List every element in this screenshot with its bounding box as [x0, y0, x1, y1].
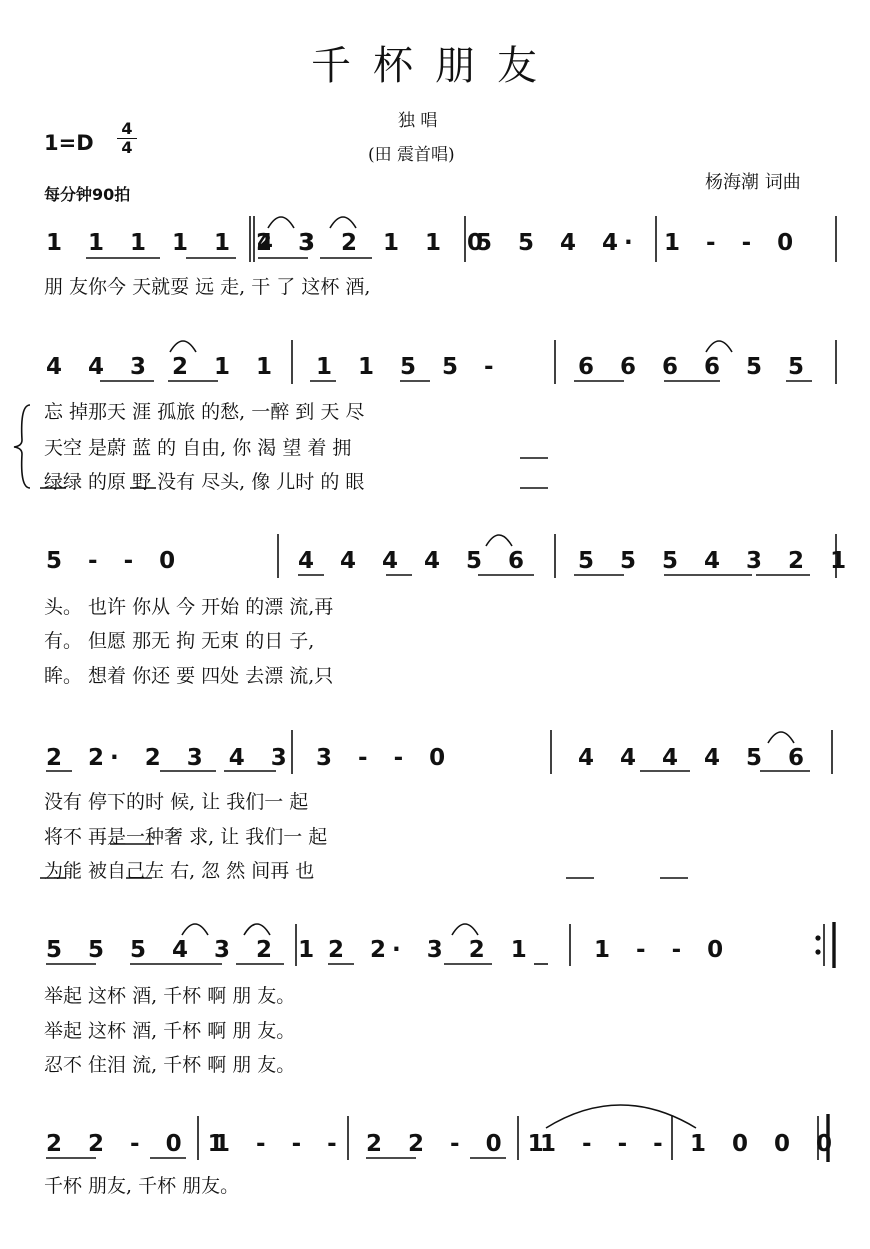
system-4-measure-2: 3 - - 0 [316, 745, 452, 771]
system-5-measure-3: 1 - - 0 [594, 937, 730, 963]
verse-brace [14, 405, 30, 488]
system-2-lyric-2: 天空 是蔚 蓝 的 自由, 你 渴 望 着 拥 [44, 437, 352, 459]
system-3-lyric-2: 有。 但愿 那无 拘 无束 的日 子, [44, 630, 315, 652]
system-6-measure-3: 2 2 - 0 1 [366, 1131, 550, 1157]
time-signature-bottom: 4 [121, 138, 133, 157]
system-3-lyric-3: 眸。 想着 你还 要 四处 去漂 流,只 [44, 665, 334, 687]
system-4-lyric-2: 将不 再是一种奢 求, 让 我们一 起 [44, 826, 328, 848]
slur [182, 924, 208, 935]
slur [706, 341, 732, 352]
system-5-lyric-3: 忍不 住泪 流, 千杯 啊 朋 友。 [44, 1054, 296, 1076]
slur [452, 924, 478, 935]
system-5-lyric-2: 举起 这杯 酒, 千杯 啊 朋 友。 [44, 1020, 296, 1042]
system-2-lyric-3: 绿绿 的原 野 没有 尽头, 像 儿时 的 眼 [44, 471, 365, 493]
system-2-measure-1: 4 4 3 2 1 1 [46, 354, 279, 380]
slur [268, 217, 294, 228]
system-3-measure-3: 5 5 5 4 3 2 1 [578, 548, 853, 574]
system-2-measure-2: 1 1 5 5 - [316, 354, 500, 380]
slur [244, 924, 270, 935]
system-4-measure-1: 2 2· 2 3 4 3 [46, 745, 293, 771]
repeat-dot [816, 950, 820, 954]
system-6-measure-2: 1 - - - [214, 1131, 343, 1157]
repeat-dot [816, 936, 820, 940]
system-1-measure-3: 5 5 4 4· [476, 230, 639, 256]
system-3-measure-2: 4 4 4 4 5 6 [298, 548, 531, 574]
system-2-measure-3: 6 6 6 6 5 5 [578, 354, 811, 380]
system-1-measure-2: 4 3 2 1 1 0 [257, 230, 490, 256]
song-title: 千杯朋友 [311, 43, 559, 89]
system-4-measure-3: 4 4 4 4 5 6 [578, 745, 811, 771]
system-5-measure-1: 5 5 5 4 3 2 1 [46, 937, 321, 963]
system-5-lyric-1: 举起 这杯 酒, 千杯 啊 朋 友。 [44, 985, 296, 1007]
system-6-lyric-1: 千杯 朋友, 千杯 朋友。 [44, 1175, 240, 1197]
system-6-measure-4: 1 - - - [540, 1131, 669, 1157]
system-3-measure-1: 5 - - 0 [46, 548, 182, 574]
key-signature: 1=D [44, 131, 94, 155]
singer-credit: (田 震首唱) [368, 145, 455, 165]
time-signature-top: 4 [121, 119, 133, 138]
tie [546, 1105, 696, 1128]
system-1-lyric-1: 朋 友你今 天就耍 远 走, 干 了 这杯 酒, [44, 276, 371, 298]
slur [768, 732, 794, 743]
system-5-measure-2: 2 2· 3 2 1 [328, 937, 533, 963]
performance-type: 独 唱 [398, 111, 438, 131]
system-3-lyric-1: 头。 也许 你从 今 开始 的漂 流,再 [44, 596, 334, 618]
tempo-marking: 每分钟90拍 [44, 185, 131, 204]
system-6-measure-5: 1 0 0 0 [690, 1131, 839, 1157]
system-4-lyric-1: 没有 停下的时 候, 让 我们一 起 [44, 791, 309, 813]
author-credit: 杨海潮 词曲 [705, 172, 801, 193]
system-2-lyric-1: 忘 掉那天 涯 孤旅 的愁, 一醉 到 天 尽 [44, 401, 365, 423]
system-4-lyric-3: 为能 被自己左 右, 忽 然 间再 也 [44, 860, 315, 882]
system-1-measure-4: 1 - - 0 [664, 230, 800, 256]
system-1-measure-1: 1 1 1 1 1 2 3 [46, 230, 321, 256]
system-6-measure-1: 2 2 - 0 1 [46, 1131, 230, 1157]
slur [170, 341, 196, 352]
slur [330, 217, 356, 228]
slur [486, 535, 512, 546]
